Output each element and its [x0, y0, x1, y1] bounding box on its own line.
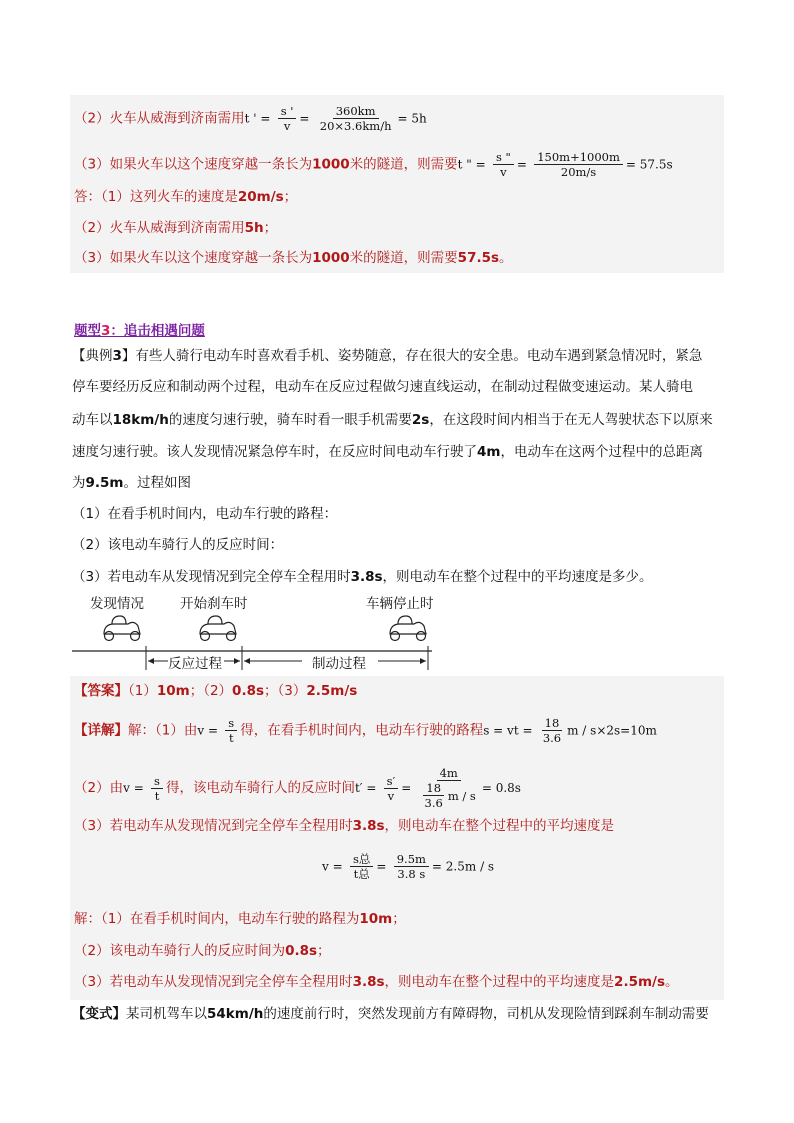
- solution-line-1: [74, 909, 406, 929]
- fraction-numerator: s: [225, 716, 237, 731]
- equals: =: [401, 781, 412, 795]
- fraction: [278, 104, 297, 133]
- fraction: [534, 150, 623, 179]
- label-brake-start: 开始刹车时: [180, 596, 248, 612]
- fraction-numerator: 9.5m: [394, 852, 429, 867]
- line-text: （2）火车从威海到济南需用: [74, 220, 245, 236]
- question-2: （2）该电动车骑行人的反应时间：: [72, 537, 284, 553]
- line-text: （3）如果火车以这个速度穿越一条长为: [74, 156, 313, 173]
- fraction-numerator: 150m+1000m: [534, 150, 623, 165]
- line-text: （3）若电动车从发现情况到完全停车全程用时: [74, 818, 353, 834]
- line-text: ；: [283, 189, 298, 205]
- line-text: 得，该电动车骑行人的反应时间: [165, 780, 355, 796]
- line-text: 】有些人骑行电动车时喜欢看手机、姿势随意，存在很大的安全患。电动车遇到紧急情况时，紧急: [121, 348, 703, 364]
- section-heading: [74, 321, 205, 341]
- line-text: ；: [317, 943, 331, 959]
- fraction-numerator: s: [151, 774, 163, 789]
- detail-line-3: [74, 816, 614, 836]
- value: 4m: [477, 444, 501, 460]
- line-text: ，则电动车在整个过程中的平均速度是: [384, 974, 615, 990]
- line-text: （2）由: [74, 780, 124, 796]
- answer-line-3: [74, 150, 673, 179]
- line-text: （2）该电动车骑行人的反应时间为: [74, 943, 286, 959]
- fraction-numerator: s ': [278, 104, 297, 119]
- bracket-label: 【典例: [72, 348, 113, 364]
- value: 54km/h: [207, 1006, 264, 1022]
- formula-lhs: t ' =: [244, 111, 271, 126]
- value: 1000: [312, 156, 350, 173]
- line-text: ，电动车在这两个过程中的总距离: [500, 444, 703, 460]
- formula-result: = 0.8s: [481, 781, 521, 795]
- value: 57.5s: [457, 250, 500, 266]
- fraction-denominator: [419, 781, 479, 810]
- fraction: [317, 104, 395, 133]
- variant-tag: 【变式】: [72, 1006, 126, 1022]
- value: 10m: [359, 911, 393, 927]
- line-text: ，则电动车在整个过程中的平均速度是多少。: [382, 569, 653, 585]
- line-text: 米的隧道，则需要: [349, 156, 458, 173]
- line-text: ；: [263, 220, 278, 236]
- detail-tag: 【详解】: [74, 722, 128, 739]
- compound-fraction: [419, 766, 479, 810]
- value: 2.5m/s: [614, 974, 665, 990]
- answer-summary-3: [74, 248, 513, 268]
- question-1: （1）在看手机时间内，电动车行驶的路程：: [72, 506, 338, 522]
- answer-line: [74, 681, 357, 701]
- fraction-numerator: s ": [493, 150, 514, 165]
- value: 20m/s: [237, 189, 284, 205]
- diagram-lines: [72, 590, 472, 670]
- detail-line-2: [74, 766, 521, 810]
- fraction: [394, 852, 429, 881]
- line-text: ，则电动车在整个过程中的平均速度是: [384, 818, 615, 834]
- line-text: 某司机驾车以: [126, 1006, 207, 1022]
- line-text: 。: [665, 974, 679, 990]
- fraction-denominator: v: [500, 165, 507, 179]
- line-text: （3）若电动车从发现情况到完全停车全程用时: [72, 569, 351, 585]
- question-3: [72, 566, 653, 588]
- detail-formula-avg-speed: [322, 852, 494, 881]
- formula-result: = 57.5s: [625, 157, 673, 172]
- equals: =: [516, 157, 527, 172]
- formula-lhs: v =: [123, 781, 144, 795]
- example-number: 3: [112, 348, 122, 364]
- fraction-denominator: 3.6: [424, 796, 443, 810]
- value: 3.8s: [352, 974, 385, 990]
- line-text: 得，在看手机时间内，电动车行驶的路程: [240, 722, 484, 739]
- line-text: （3）如果火车以这个速度穿越一条长为: [74, 250, 313, 266]
- line-text: 解：（1）在看手机时间内，电动车行驶的路程为: [74, 911, 360, 927]
- equals: =: [376, 859, 387, 874]
- solution-line-2: [74, 941, 331, 961]
- example-line-2: 停车要经历反应和制动两个过程，电动车在反应过程做匀速直线运动，在制动过程做变速运动。某人骑电: [72, 379, 693, 395]
- line-text: 。过程如图: [123, 475, 191, 491]
- unit: m / s: [447, 788, 476, 803]
- fraction-denominator: 20m/s: [560, 165, 597, 179]
- value: 18km/h: [112, 412, 169, 428]
- value: 10m: [156, 683, 190, 699]
- fraction-denominator: t: [154, 788, 160, 803]
- line-text: ；（2）: [189, 683, 233, 699]
- line-text: 为: [72, 475, 86, 491]
- value: 2.5m/s: [306, 683, 358, 699]
- fraction-denominator: v: [387, 788, 395, 803]
- fraction-denominator: t: [228, 731, 234, 745]
- equals: =: [299, 111, 310, 126]
- line-text: （2）火车从威海到济南需用: [74, 110, 245, 127]
- segment-reaction: 反应过程: [168, 656, 222, 672]
- inner-fraction: [422, 781, 446, 810]
- fraction-numerator: 18: [423, 781, 444, 796]
- fraction-denominator: t总: [353, 867, 370, 881]
- value: 3.8s: [350, 569, 383, 585]
- example-line-1: [72, 345, 702, 367]
- line-text: 的速度前行时，突然发现前方有障碍物，司机从发现险情到踩刹车制动需要: [263, 1006, 709, 1022]
- example-line-3: [72, 409, 713, 431]
- value: 3.8s: [352, 818, 385, 834]
- heading-text: 题型: [74, 323, 101, 339]
- value: 0.8s: [232, 683, 264, 699]
- answer-tag: 【答案】: [74, 683, 128, 699]
- line-text: （1）: [128, 683, 157, 699]
- fraction-denominator: v: [283, 119, 291, 133]
- fraction-numerator: s总: [350, 852, 373, 867]
- label-stop: 车辆停止时: [366, 596, 434, 612]
- fraction: [151, 774, 163, 803]
- line-text: 答：（1）这列火车的速度是: [74, 189, 238, 205]
- detail-line-1: [74, 716, 657, 745]
- value: 1000: [312, 250, 350, 266]
- line-text: 动车以: [72, 412, 113, 428]
- formula-lhs: t " =: [457, 157, 486, 172]
- fraction-denominator: 3.6: [542, 731, 562, 745]
- answer-line-2: [74, 104, 427, 133]
- fraction-numerator: 360km: [333, 104, 379, 119]
- label-discover: 发现情况: [90, 596, 144, 612]
- line-text: 米的隧道，则需要: [349, 250, 458, 266]
- answer-summary-2: [74, 218, 277, 238]
- line-text: ；（3）: [264, 683, 307, 699]
- fraction: [350, 852, 373, 881]
- fraction: [384, 774, 399, 803]
- formula-expression: s = vt =: [483, 723, 533, 738]
- fraction-numerator: 4m: [437, 766, 461, 781]
- fraction-numerator: s′: [384, 774, 399, 789]
- segment-braking: 制动过程: [312, 656, 366, 672]
- value: 2s: [411, 412, 430, 428]
- solution-line-3: [74, 972, 679, 992]
- fraction-numerator: 18: [542, 716, 563, 731]
- fraction-denominator: 20×3.6km/h: [319, 119, 392, 133]
- value: 5h: [244, 220, 264, 236]
- process-diagram: [72, 590, 472, 670]
- heading-number: 3: [101, 323, 111, 339]
- fraction: [493, 150, 514, 179]
- line-text: ；: [392, 911, 406, 927]
- fraction-denominator: 3.8 s: [397, 867, 426, 881]
- example-line-5: [72, 472, 191, 494]
- answer-summary-1: [74, 187, 297, 207]
- formula-lhs: v =: [197, 723, 218, 738]
- formula-result: m / s×2s=10m: [567, 723, 657, 738]
- line-text: 的速度匀速行驶，骑车时看一眼手机需要: [168, 412, 412, 428]
- value: 0.8s: [285, 943, 318, 959]
- line-text: ，在这段时间内相当于在无人驾驶状态下以原来: [429, 412, 713, 428]
- variant-line: [72, 1003, 709, 1025]
- fraction: [225, 716, 237, 745]
- line-text: 。: [499, 250, 513, 266]
- formula-result: = 2.5m / s: [431, 859, 495, 874]
- line-text: 速度匀速行驶。该人发现情况紧急停车时，在反应时间电动车行驶了: [72, 444, 477, 460]
- line-text: 解：（1）由: [128, 722, 198, 739]
- value: 9.5m: [85, 475, 124, 491]
- formula-lhs: t′ =: [354, 781, 377, 795]
- heading-text: ：追击相遇问题: [110, 323, 205, 339]
- formula-lhs: v =: [322, 859, 343, 874]
- formula-result: = 5h: [397, 111, 427, 126]
- line-text: （3）若电动车从发现情况到完全停车全程用时: [74, 974, 353, 990]
- example-line-4: [72, 441, 703, 463]
- fraction: [540, 716, 564, 745]
